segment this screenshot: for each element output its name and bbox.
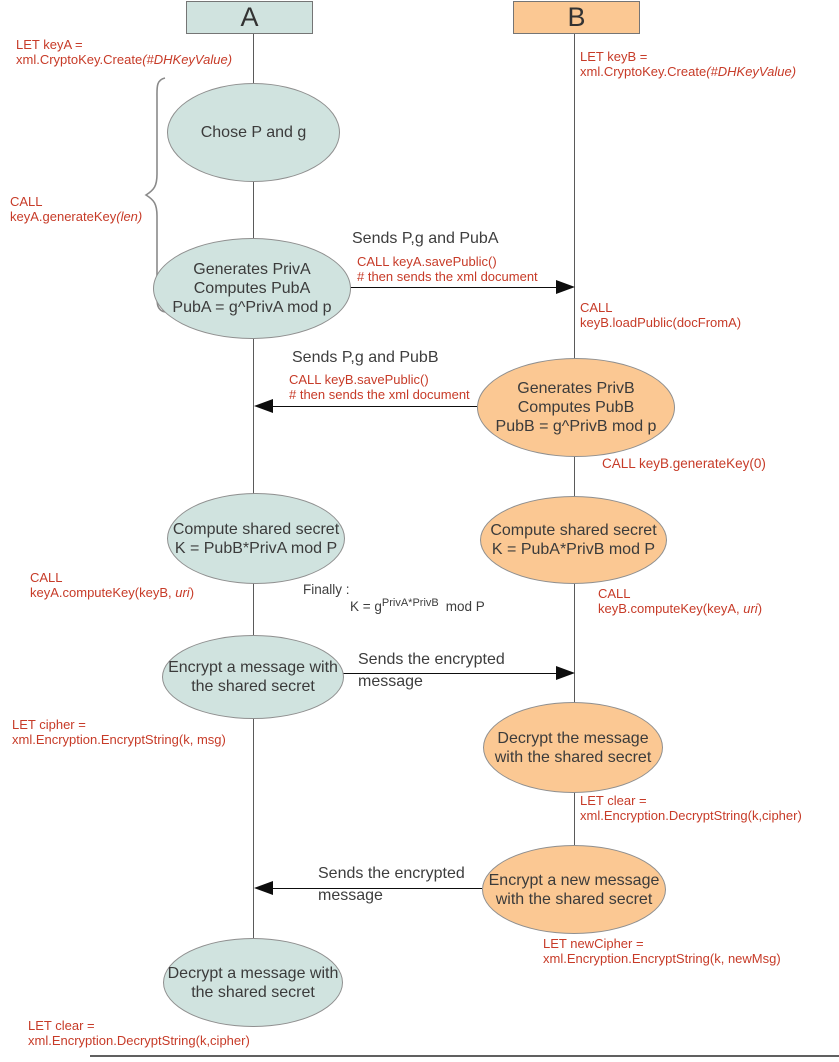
annotation-let-newcipher: LET newCipher = xml.Encryption.EncryptString(k, newMsg): [543, 936, 781, 966]
annotation-let-keya: LET keyA = xml.CryptoKey.Create(#DHKeyValue): [16, 37, 233, 67]
node-decrypt-message-a: Decrypt a message with the shared secret: [163, 938, 343, 1027]
annotation-let-keyb: LET keyB = xml.CryptoKey.Create(#DHKeyValue): [580, 49, 797, 79]
annotation-call-computekey-a: CALL keyA.computeKey(keyB, uri): [30, 570, 195, 600]
annotation-call-loadpublic-b: CALL keyB.loadPublic(docFromA): [580, 300, 742, 330]
node-encrypt-message-a: Encrypt a message with the shared secret: [162, 635, 344, 719]
actor-a-box: [186, 1, 313, 34]
annotation-call-savepublic-b: CALL keyB.savePublic() # then sends the xml document: [289, 372, 470, 402]
finally-label: Finally :: [303, 582, 350, 597]
actor-b-box: [513, 1, 640, 34]
message-label-sends-puba: Sends P,g and PubA: [352, 230, 499, 247]
arrow-sends-pubb: [272, 406, 477, 407]
bottom-border-line: [90, 1055, 839, 1057]
annotation-let-clear-b: LET clear = xml.Encryption.DecryptString(k,cipher): [580, 793, 802, 823]
node-chose-p-and-g: Chose P and g: [167, 83, 340, 182]
arrowhead-sends-puba: [556, 280, 575, 294]
node-decrypt-message-b: Decrypt the message with the shared secret: [483, 702, 663, 793]
arrowhead-sends-encrypted-1: [556, 666, 575, 680]
arrowhead-sends-encrypted-2: [254, 881, 273, 895]
node-encrypt-new-message-b: Encrypt a new message with the shared secret: [482, 845, 666, 934]
actor-a-label: A: [240, 2, 259, 32]
annotation-call-computekey-b: CALL keyB.computeKey(keyA, uri): [598, 586, 763, 616]
message-label-sends-encrypted-1-line1: Sends the encrypted: [358, 651, 505, 668]
node-generates-priva: Generates PrivA Computes PubA PubA = g^PrivA mod p: [153, 238, 351, 339]
message-label-sends-pubb: Sends P,g and PubB: [292, 349, 439, 366]
node-shared-secret-b: Compute shared secret K = PubA*PrivB mod P: [480, 496, 667, 584]
node-generates-privb: Generates PrivB Computes PubB PubB = g^PrivB mod p: [477, 358, 675, 457]
node-shared-secret-a: Compute shared secret K = PubB*PrivA mod P: [167, 493, 345, 584]
message-label-sends-encrypted-2-line2: message: [318, 887, 383, 904]
annotation-call-generatekey-a: CALL keyA.generateKey(len): [10, 194, 143, 224]
annotation-let-clear-a: LET clear = xml.Encryption.DecryptString(k,cipher): [28, 1018, 250, 1048]
message-label-sends-encrypted-2-line1: Sends the encrypted: [318, 865, 465, 882]
shared-key-formula: $K = g^{PrivA*PrivB}$ mod P: [350, 597, 485, 614]
message-label-sends-encrypted-1-line2: message: [358, 673, 423, 690]
actor-b-label: B: [567, 2, 586, 32]
arrowhead-sends-pubb: [254, 399, 273, 413]
arrow-sends-puba: [350, 287, 557, 288]
annotation-call-savepublic-a: CALL keyA.savePublic() # then sends the xml document: [357, 254, 538, 284]
annotation-let-cipher: LET cipher = xml.Encryption.EncryptString(k, msg): [12, 717, 226, 747]
annotation-call-generatekey-b: CALL keyB.generateKey(0): [602, 456, 766, 471]
